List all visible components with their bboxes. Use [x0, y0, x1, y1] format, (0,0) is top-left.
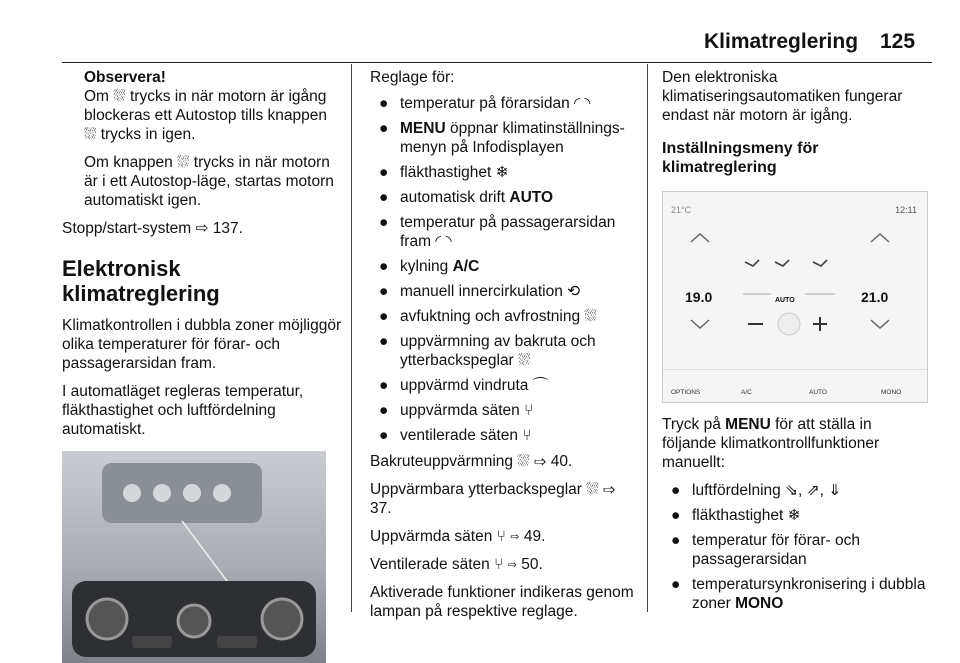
column-divider	[647, 64, 648, 612]
ac-button[interactable]: A/C	[741, 389, 752, 396]
list-item: ● temperatursynkronisering i dubbla zoner MONO	[671, 576, 926, 612]
temp-up-left-icon	[691, 234, 709, 242]
list-item: ● uppvärmda säten ⑂	[379, 402, 534, 419]
temp-down-right-icon	[871, 320, 889, 328]
clock: 12:11	[895, 205, 917, 215]
list-item: ● manuell innercirkulation ⟲	[379, 283, 581, 300]
bullet-icon: ●	[379, 95, 389, 112]
list-item: ● temperatur för förar- och passagerarsidan	[671, 532, 860, 568]
column-1	[62, 68, 342, 663]
paragraph: Klimatkontrollen i dubbla zoner möjliggör olika temperaturer för förar- och passagerarsidan fram.	[62, 317, 342, 372]
bullet-icon: ●	[379, 189, 389, 206]
cross-reference: Ventilerade säten ⑂ ⇨ 50.	[370, 556, 543, 573]
list-item: ● uppvärmd vindruta ⌒	[379, 377, 549, 394]
cross-reference: Stopp/start-system ⇨ 137.	[62, 220, 243, 237]
climate-control-photo	[62, 451, 326, 663]
note-box	[62, 68, 342, 210]
auto-button[interactable]: AUTO	[809, 389, 827, 396]
list-item: ● luftfördelning ⇘, ⇗, ⇓	[671, 482, 842, 499]
temp-up-right-icon	[871, 234, 889, 242]
temp-down-left-icon	[691, 320, 709, 328]
cross-reference: Bakruteuppvärmning ⛆ ⇨ 40.	[370, 453, 573, 470]
bullet-icon: ●	[379, 120, 389, 137]
paragraph: Den elektroniska klimatiseringsautomatiken fungerar endast när motorn är igång.	[662, 69, 903, 124]
bullet-icon: ●	[379, 258, 389, 275]
list-item: ● ventilerade säten ⑂	[379, 427, 532, 444]
column-2	[370, 68, 638, 630]
paragraph: Tryck på MENU för att ställa in följande klimatkontrollfunktioner manuellt:	[662, 416, 880, 471]
fan-icon	[778, 313, 800, 335]
list-item: ● fläkthastighet ❄	[671, 507, 801, 524]
column-divider	[351, 64, 352, 612]
list-item: ● automatisk drift AUTO	[379, 189, 554, 206]
infodisplay-screenshot	[662, 191, 928, 403]
bullet-icon: ●	[671, 482, 681, 499]
outside-temp: 21°C	[671, 205, 692, 215]
menu-functions-list	[662, 481, 930, 613]
bullet-icon: ●	[379, 402, 389, 419]
list-item: ● uppvärmning av bakruta och ytterbackspeglar ⛆	[379, 333, 596, 369]
note-title: Observera!	[84, 69, 166, 86]
auto-label: AUTO	[775, 297, 795, 304]
cross-reference: Uppvärmbara ytterbackspeglar ⛆ ⇨ 37.	[370, 481, 616, 517]
bullet-icon: ●	[379, 333, 389, 350]
list-item: ● MENU öppnar klimatinställnings-menyn på Infodisplayen	[379, 120, 625, 156]
list-item: ● temperatur på förarsidan ◜ ◝	[379, 95, 591, 112]
paragraph: Aktiverade funktioner indikeras genom lampan på respektive reglage.	[370, 584, 634, 620]
cross-reference: Uppvärmda säten ⑂ ⇨ 49.	[370, 528, 546, 545]
column-3	[662, 68, 930, 620]
bullet-icon: ●	[379, 427, 389, 444]
screen-button-bar	[663, 369, 927, 402]
bullet-icon: ●	[379, 214, 389, 231]
driver-temp: 19.0	[685, 289, 713, 305]
page-header	[0, 18, 960, 58]
passenger-temp: 21.0	[861, 289, 889, 305]
bullet-icon: ●	[379, 377, 389, 394]
bullet-icon: ●	[379, 164, 389, 181]
bullet-icon: ●	[671, 532, 681, 549]
mono-button[interactable]: MONO	[881, 389, 902, 396]
bullet-icon: ●	[671, 507, 681, 524]
list-item: ● fläkthastighet ❄	[379, 164, 509, 181]
options-button[interactable]: OPTIONS	[671, 389, 701, 396]
list-item: ● temperatur på passagerarsidan fram ◜ ◝	[379, 214, 616, 250]
section-heading: Elektronisk klimatreglering	[62, 256, 220, 306]
bullet-icon: ●	[379, 283, 389, 300]
paragraph: I automatläget regleras temperatur, fläkthastighet och luftfördelning automatiskt.	[62, 383, 304, 438]
section-heading: Inställningsmeny för klimatreglering	[662, 140, 819, 176]
list-intro: Reglage för:	[370, 69, 455, 86]
note-paragraph: Om ⛆ trycks in när motorn är igång blockeras ett Autostop tills knappen ⛆ trycks in igen.	[84, 88, 327, 143]
note-paragraph: Om knappen ⛆ trycks in när motorn är i ett Autostop-läge, startas motorn automatiskt igen.	[84, 154, 334, 209]
controls-list	[370, 94, 638, 445]
page-title: Klimatreglering	[704, 30, 859, 53]
list-item: ● avfuktning och avfrostning ⛆	[379, 308, 597, 325]
page-number: 125	[880, 30, 916, 53]
bullet-icon: ●	[379, 308, 389, 325]
bullet-icon: ●	[671, 576, 681, 593]
air-distribution-icons	[745, 260, 827, 266]
header-rule	[62, 62, 932, 63]
list-item: ● kylning A/C	[379, 258, 480, 275]
